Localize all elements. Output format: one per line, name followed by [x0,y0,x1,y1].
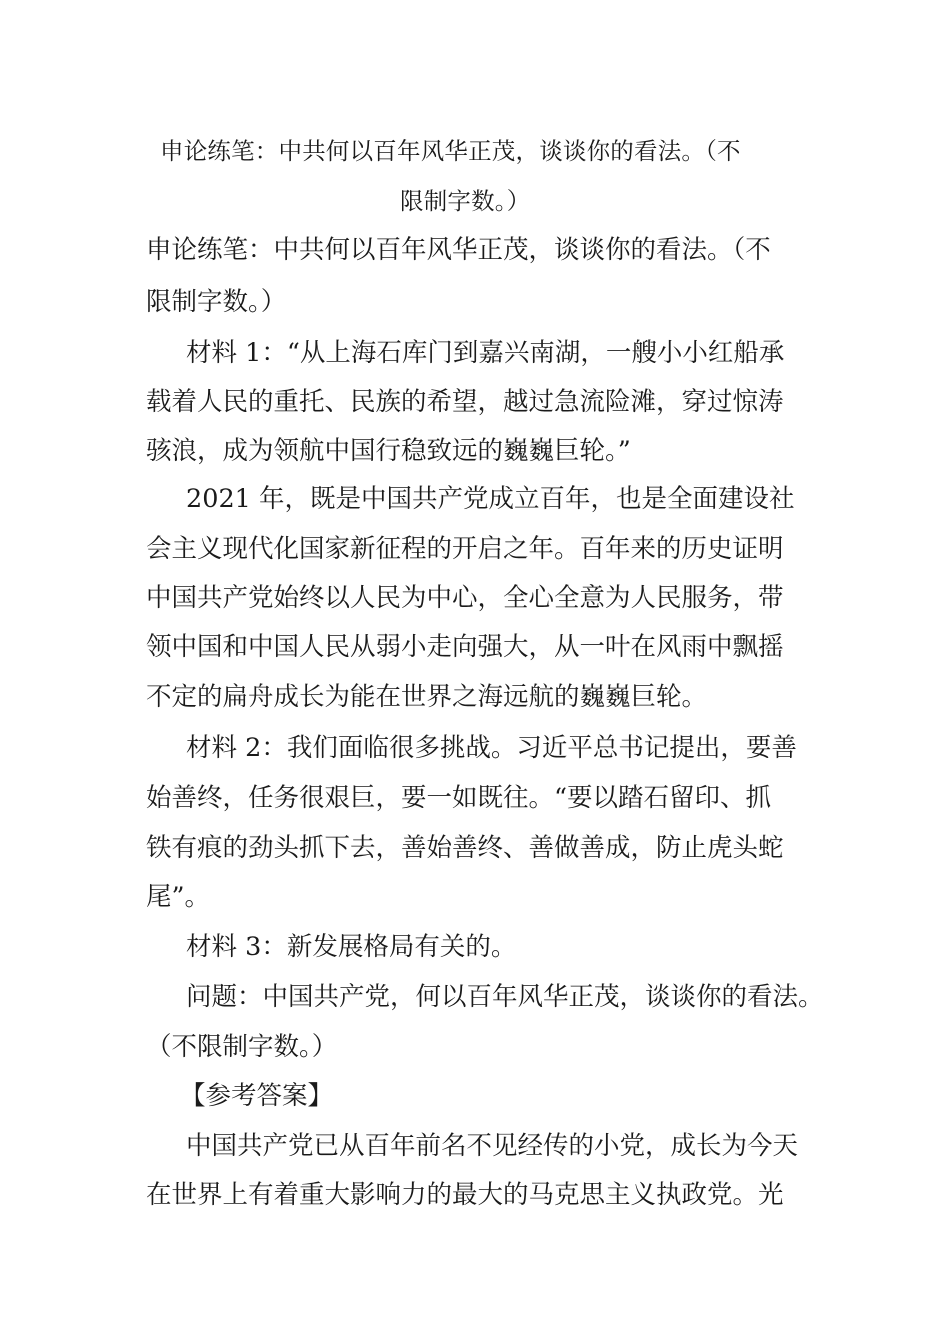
body-line-7: 会主义现代化国家新征程的开启之年。百年来的历史证明 [146,534,784,564]
body-line-15: 材料 3：新发展格局有关的。 [186,932,517,962]
body-line-10: 不定的扁舟成长为能在世界之海远航的巍巍巨轮。 [146,682,708,712]
body-line-6: 2021 年，既是中国共产党成立百年，也是全面建设社 [186,484,795,514]
body-line-13: 铁有痕的劲头抓下去，善始善终、善做善成，防止虎头蛇 [146,833,784,863]
body-line-9: 领中国和中国人民从弱小走向强大，从一叶在风雨中飘摇 [146,632,784,662]
body-line-19: 中国共产党已从百年前名不见经传的小党，成长为今天 [186,1131,799,1161]
body-line-8: 中国共产党始终以人民为中心，全心全意为人民服务，带 [146,583,784,613]
title-line-2: 限制字数。） [400,187,531,215]
body-line-2: 限制字数。） [146,287,287,317]
body-line-1: 申论练笔：中共何以百年风华正茂，谈谈你的看法。（不 [146,235,771,265]
body-line-12: 始善终，任务很艰巨，要一如既往。“要以踏石留印、抓 [146,783,772,813]
reference-answer-heading: 【参考答案】 [180,1081,334,1111]
body-line-4: 载着人民的重托、民族的希望，越过急流险滩，穿过惊涛 [146,387,784,417]
body-line-11: 材料 2：我们面临很多挑战。习近平总书记提出，要善 [186,733,797,763]
body-line-5: 骇浪，成为领航中国行稳致远的巍巍巨轮。” [146,436,631,466]
body-line-3: 材料 1：“从上海石库门到嘉兴南湖，一艘小小红船承 [186,338,785,368]
body-line-14: 尾”。 [146,882,211,912]
body-line-16: 问题：中国共产党，何以百年风华正茂，谈谈你的看法。 [186,982,824,1012]
body-line-20: 在世界上有着重大影响力的最大的马克思主义执政党。光 [146,1180,784,1210]
title-line-1: 申论练笔：中共何以百年风华正茂，谈谈你的看法。（不 [160,137,741,165]
body-line-17: （不限制字数。） [146,1032,338,1062]
